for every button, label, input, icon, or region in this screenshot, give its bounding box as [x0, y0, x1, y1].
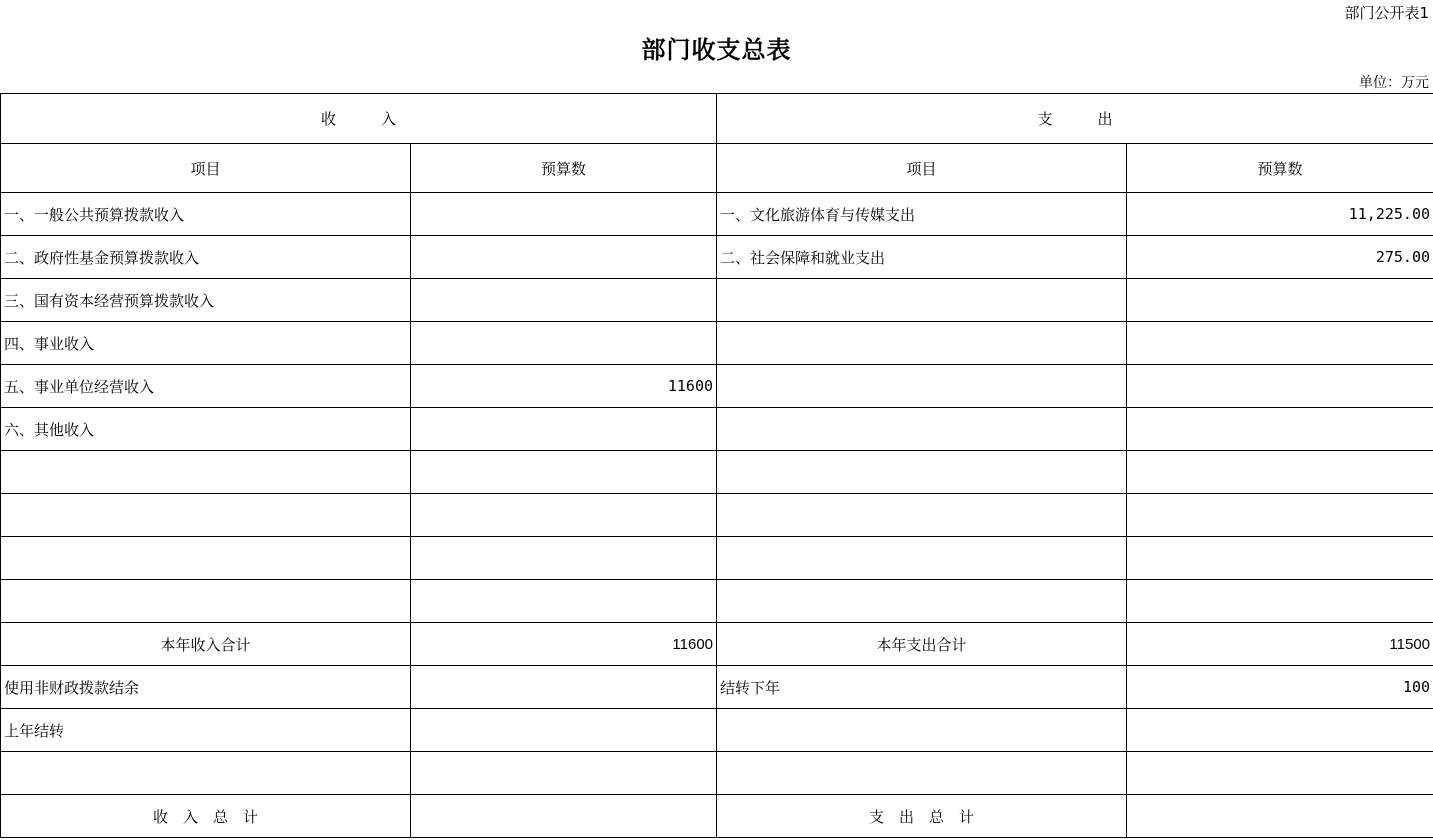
income-value — [411, 666, 717, 709]
income-item — [1, 580, 411, 623]
form-code: 部门公开表1 — [1344, 4, 1429, 22]
expense-value — [1127, 752, 1433, 795]
expense-item — [717, 279, 1127, 322]
income-value: 11600 — [411, 365, 717, 408]
year-expense-total-value: 11500 — [1127, 623, 1433, 666]
grand-total-row — [1, 795, 1433, 838]
table-row — [1, 580, 1433, 623]
expense-value — [1127, 709, 1433, 752]
year-expense-total-label: 本年支出合计 — [717, 623, 1127, 666]
income-value — [411, 537, 717, 580]
income-item: 三、国有资本经营预算拨款收入 — [1, 279, 411, 322]
expense-section-header: 支 出 — [717, 94, 1433, 144]
income-section-header: 收 入 — [1, 94, 717, 144]
expense-value — [1127, 322, 1433, 365]
page-title: 部门收支总表 — [641, 36, 792, 64]
income-value — [411, 451, 717, 494]
expense-value — [1127, 408, 1433, 451]
section-header-row — [1, 94, 1433, 144]
income-value — [411, 322, 717, 365]
income-item: 四、事业收入 — [1, 322, 411, 365]
expense-value — [1127, 580, 1433, 623]
expense-item: 一、文化旅游体育与传媒支出 — [717, 193, 1127, 236]
income-item: 二、政府性基金预算拨款收入 — [1, 236, 411, 279]
table-row — [1, 537, 1433, 580]
income-item — [1, 537, 411, 580]
income-item: 使用非财政拨款结余 — [1, 666, 411, 709]
table-row — [1, 666, 1433, 709]
expense-budget-header: 预算数 — [1127, 144, 1433, 193]
expense-value: 275.00 — [1127, 236, 1433, 279]
expense-item — [717, 408, 1127, 451]
income-item: 一、一般公共预算拨款收入 — [1, 193, 411, 236]
income-item: 六、其他收入 — [1, 408, 411, 451]
table-row — [1, 322, 1433, 365]
table-row — [1, 365, 1433, 408]
expense-value — [1127, 537, 1433, 580]
grand-income-total-label: 收 入 总 计 — [1, 795, 411, 838]
income-item — [1, 752, 411, 795]
table-row — [1, 494, 1433, 537]
expense-item — [717, 709, 1127, 752]
income-value — [411, 752, 717, 795]
expense-value — [1127, 365, 1433, 408]
budget-summary-table — [0, 93, 1433, 838]
income-value — [411, 494, 717, 537]
expense-value — [1127, 451, 1433, 494]
income-item — [1, 494, 411, 537]
expense-value — [1127, 494, 1433, 537]
unit-label: 单位：万元 — [1359, 75, 1429, 91]
expense-item: 结转下年 — [717, 666, 1127, 709]
year-income-total-label: 本年收入合计 — [1, 623, 411, 666]
expense-item — [717, 752, 1127, 795]
income-item: 五、事业单位经营收入 — [1, 365, 411, 408]
expense-item: 二、社会保障和就业支出 — [717, 236, 1127, 279]
table-row — [1, 279, 1433, 322]
table-row — [1, 709, 1433, 752]
expense-item — [717, 365, 1127, 408]
expense-item — [717, 451, 1127, 494]
income-value — [411, 709, 717, 752]
year-total-row — [1, 623, 1433, 666]
year-income-total-value: 11600 — [411, 623, 717, 666]
grand-expense-total-label: 支 出 总 计 — [717, 795, 1127, 838]
expense-item — [717, 322, 1127, 365]
table-row — [1, 408, 1433, 451]
expense-item — [717, 537, 1127, 580]
expense-item — [717, 494, 1127, 537]
income-value — [411, 193, 717, 236]
income-value — [411, 236, 717, 279]
table-row — [1, 451, 1433, 494]
income-value — [411, 580, 717, 623]
expense-value: 100 — [1127, 666, 1433, 709]
income-item — [1, 451, 411, 494]
expense-value: 11,225.00 — [1127, 193, 1433, 236]
expense-item — [717, 580, 1127, 623]
grand-expense-total-value — [1127, 795, 1433, 838]
column-header-row — [1, 144, 1433, 193]
income-item-header: 项目 — [1, 144, 411, 193]
table-row — [1, 752, 1433, 795]
income-value — [411, 279, 717, 322]
income-value — [411, 408, 717, 451]
table-row — [1, 236, 1433, 279]
income-budget-header: 预算数 — [411, 144, 717, 193]
table-row — [1, 193, 1433, 236]
expense-item-header: 项目 — [717, 144, 1127, 193]
income-item: 上年结转 — [1, 709, 411, 752]
grand-income-total-value — [411, 795, 717, 838]
expense-value — [1127, 279, 1433, 322]
